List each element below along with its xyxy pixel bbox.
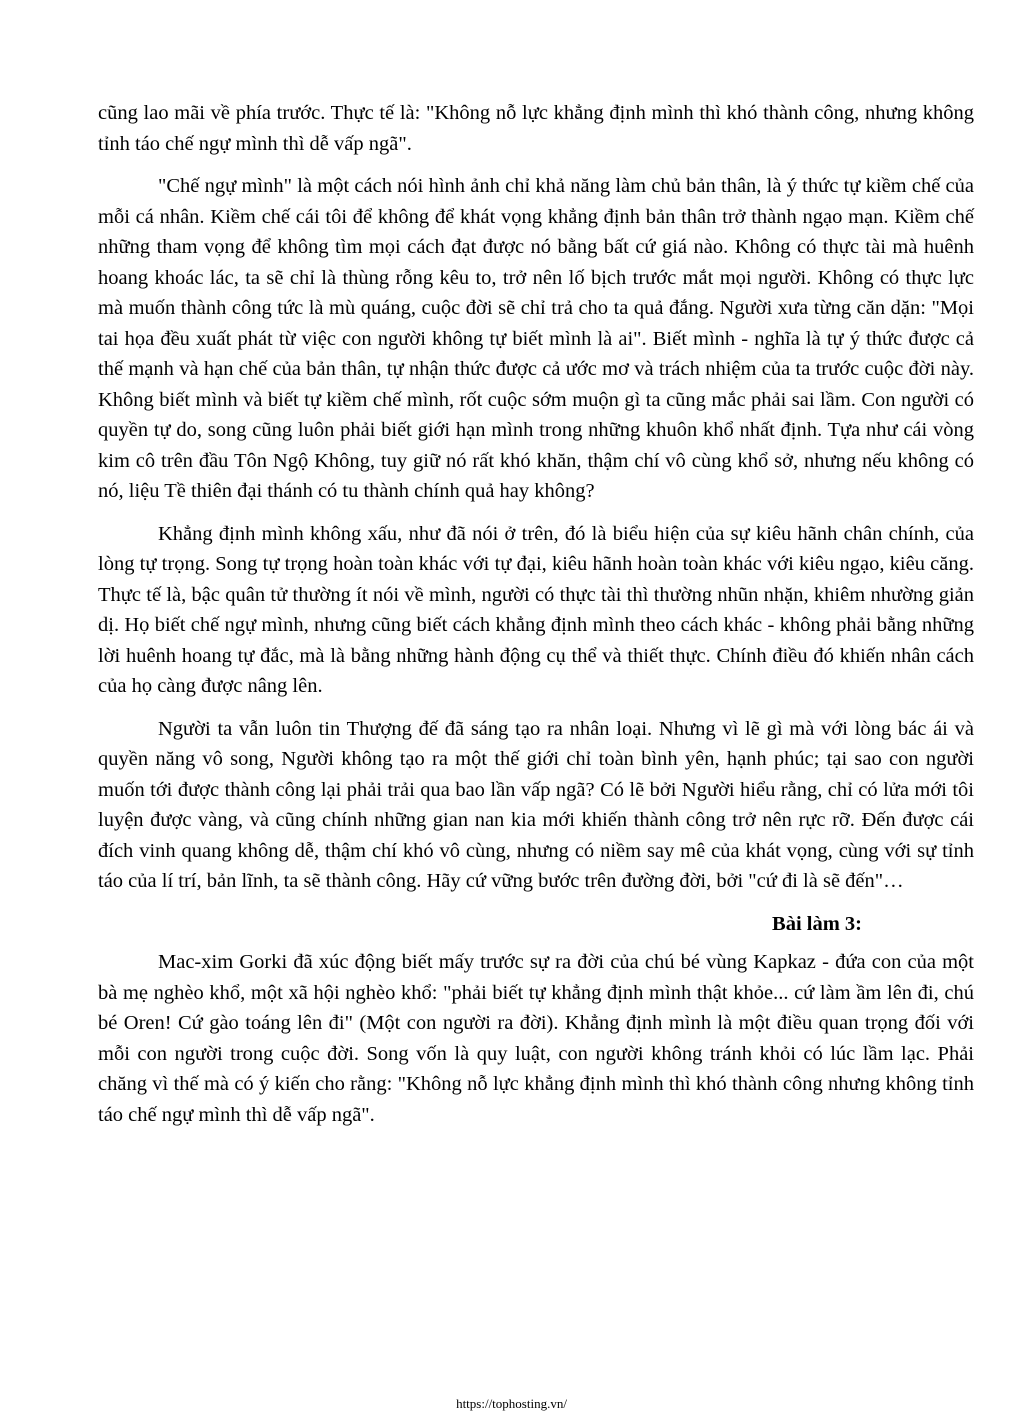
section-heading: Bài làm 3: xyxy=(772,912,862,935)
paragraph-1: cũng lao mãi về phía trước. Thực tế là: "Không nỗ lực khẳng định mình thì khó thành công, nhưng không tỉnh táo chế ngự mình thì dễ vấp ngã". xyxy=(98,102,974,155)
paragraph-5: Mac-xim Gorki đã xúc động biết mấy trước sự ra đời của chú bé vùng Kapkaz - đứa con của một bà mẹ nghèo khổ, một xã hội nghèo khổ: "phải biết tự khẳng định mình thật khỏe... cứ làm ầm lên đi, chú bé Oren! Cứ gào toáng lên đi" (Một con người ra đời). Khẳng định mình là một điều quan trọng đối với mỗi con người trong cuộc đời. Song vốn là quy luật, con người không tránh khỏi có lúc lầm lạc. Phải chăng vì thế mà có ý kiến cho rằng: "Không nỗ lực khẳng định mình thì khó thành công nhưng không tỉnh táo chế ngự mình thì dễ vấp ngã". xyxy=(98,951,974,1126)
footer-url: https://tophosting.vn/ xyxy=(456,1396,567,1411)
paragraph-3: Khẳng định mình không xấu, như đã nói ở trên, đó là biểu hiện của sự kiêu hãnh chân chính, của lòng tự trọng. Song tự trọng hoàn toàn khác với tự đại, kiêu hãnh hoàn toàn khác với kiêu ngạo, kiêu căng. Thực tế là, bậc quân tử thường ít nói về mình, người có thực tài thì thường nhũn nhặn, khiêm nhường giản dị. Họ biết chế ngự mình, nhưng cũng biết cách khẳng định mình theo cách khác - không phải bằng những lời huênh hoang tự đắc, mà là bằng những hành động cụ thể và thiết thực. Chính điều đó khiến nhân cách của họ càng được nâng lên. xyxy=(98,522,974,697)
paragraph-2: "Chế ngự mình" là một cách nói hình ảnh chỉ khả năng làm chủ bản thân, là ý thức tự kiềm chế của mỗi cá nhân. Kiềm chế cái tôi để không để khát vọng khẳng định bản thân trở thành ngạo mạn. Kiềm chế những tham vọng để không tìm mọi cách đạt được nó bằng bất cứ giá nào. Không có thực tài mà huênh hoang khoác lác, ta sẽ chỉ là thùng rỗng kêu to, trở nên lố bịch trước mắt mọi người. Không có thực lực mà muốn thành công tức là mù quáng, cuộc đời sẽ chỉ trả cho ta quả đắng. Người xưa từng căn dặn: "Mọi tai họa đều xuất phát từ việc con người không tự biết mình là ai". Biết mình - nghĩa là tự ý thức được cả thế mạnh và hạn chế của bản thân, tự nhận thức được cả ước mơ và trách nhiệm của ta trước cuộc đời này. Không biết mình và biết tự kiềm chế mình, rốt cuộc sớm muộn gì ta cũng mắc phải sai lầm. Con người có quyền tự do, song cũng luôn phải biết giới hạn mình trong những khuôn khổ nhất định. Tựa như cái vòng kim cô trên đầu Tôn Ngộ Không, tuy giữ nó rất khó khăn, thậm chí vô cùng khổ sở, nhưng nếu không có nó, liệu Tề thiên đại thánh có tu thành chính quả hay không? xyxy=(98,175,974,502)
document-body xyxy=(98,98,974,1130)
paragraph-4: Người ta vẫn luôn tin Thượng đế đã sáng tạo ra nhân loại. Nhưng vì lẽ gì mà với lòng bác ái và quyền năng vô song, Người không tạo ra một thế giới chỉ toàn bình yên, hạnh phúc; tại sao con người muốn tới được thành công lại phải trải qua bao lần vấp ngã? Có lẽ bởi Người hiểu rằng, chỉ có lửa mới tôi luyện được vàng, và cũng chính những gian nan kia mới khiến thành công trở nên rực rỡ. Đến được cái đích vinh quang không dễ, thậm chí khó vô cùng, nhưng có niềm say mê của khát vọng, cùng với sự tỉnh táo của lí trí, bản lĩnh, ta sẽ thành công. Hãy cứ vững bước trên đường đời, bởi "cứ đi là sẽ đến"… xyxy=(98,717,974,892)
